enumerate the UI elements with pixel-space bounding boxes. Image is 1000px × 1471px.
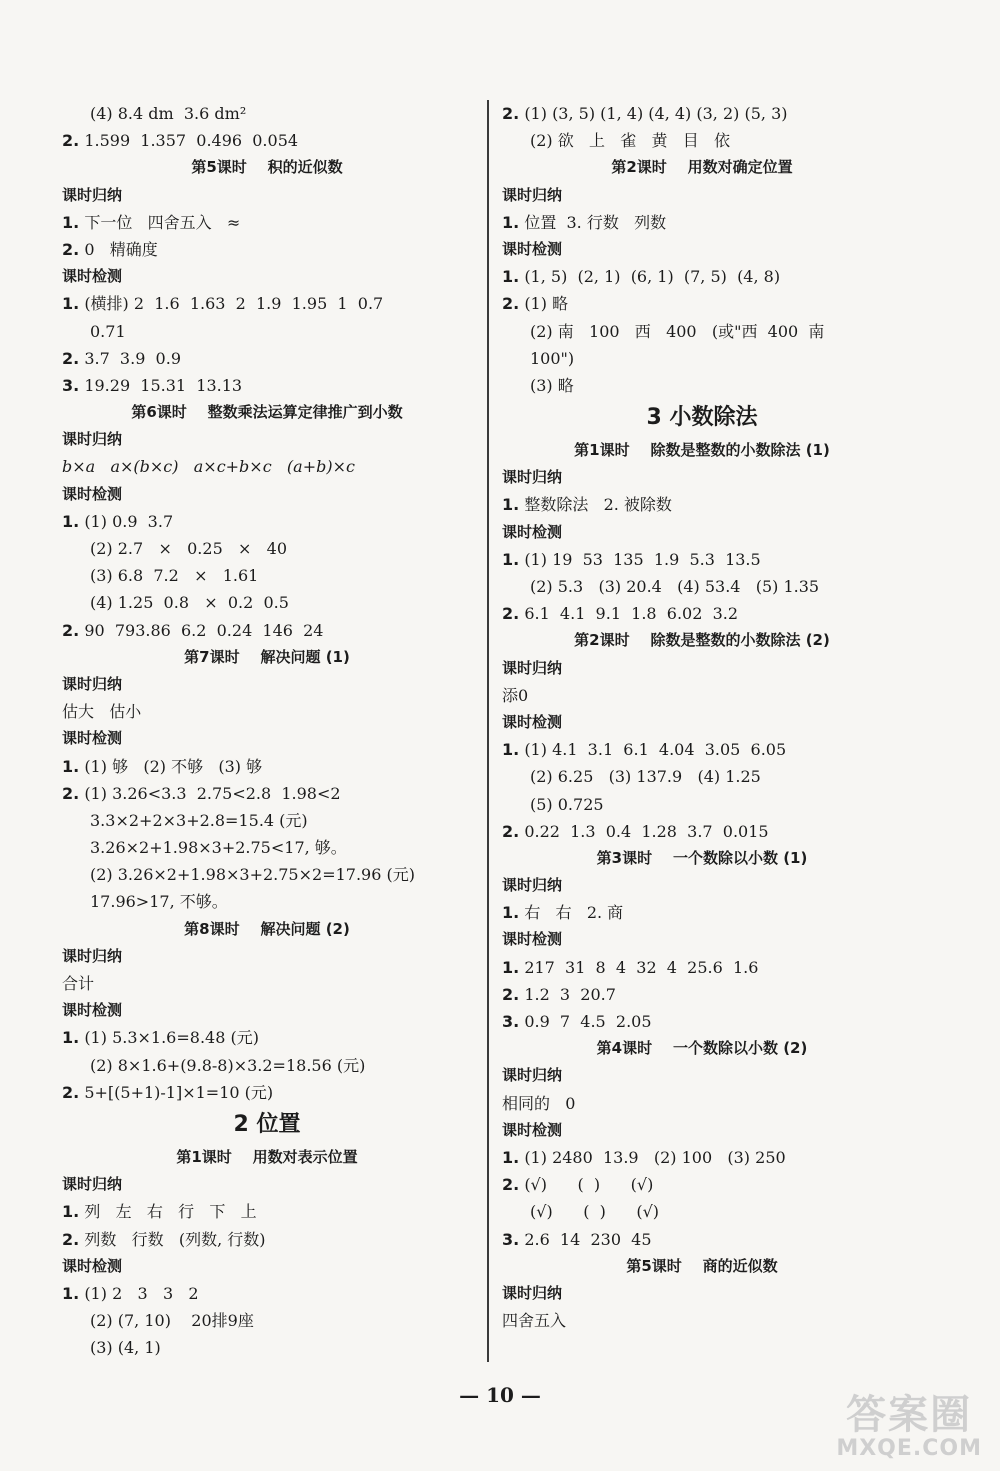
item-number: 1. [62, 1028, 80, 1048]
item-number: 2. [62, 1229, 80, 1249]
item-number: 2. [502, 984, 520, 1004]
item-number: 3. [502, 1012, 520, 1031]
item-number: 3. [502, 1229, 520, 1249]
item-number: 1. [62, 1283, 80, 1303]
answer-line: 合计 [62, 974, 95, 993]
item-text: (横排) 2 1.6 1.63 2 1.9 1.95 1 0.7 [84, 294, 384, 314]
item-number: 1. [502, 267, 520, 287]
watermark [836, 1393, 982, 1461]
item-text: 0 精确度 [84, 239, 158, 259]
answer-item [62, 1079, 472, 1106]
answer-item [502, 899, 902, 926]
section-label: 课时归纳 [62, 946, 123, 965]
item-text: (1) 略 [524, 294, 569, 314]
item-number: 2. [502, 104, 520, 123]
answer-line: 3.26×2+1.98×3+2.75<17, 够。 [90, 838, 347, 858]
answer-item [502, 546, 902, 573]
lesson-heading: 第6课时 整数乘法运算定律推广到小数 [131, 403, 403, 422]
watermark-line1: 答案圈 [846, 1391, 973, 1438]
item-text: 下一位 四舍五入 ≈ [84, 212, 241, 232]
item-number: 1. [502, 495, 520, 515]
item-text: (1) 5.3×1.6=8.48 (元) [84, 1028, 259, 1048]
watermark-line2: MXQE.COM [836, 1435, 982, 1461]
answer-line: 100") [530, 348, 575, 368]
item-text: 右 右 2. 商 [524, 903, 624, 923]
answer-item [62, 372, 472, 399]
item-text: (1) 4.1 3.1 6.1 4.04 3.05 6.05 [524, 740, 787, 760]
answer-line: 估大 估小 [62, 702, 142, 722]
item-number: 1. [502, 549, 520, 569]
item-text: 列 左 右 行 下 上 [84, 1202, 257, 1222]
answer-item [62, 209, 472, 236]
item-text: 整数除法 2. 被除数 [524, 495, 672, 515]
item-text: (1) 19 53 135 1.9 5.3 13.5 [524, 549, 761, 569]
unit-heading: 3 小数除法 [646, 405, 758, 431]
answer-line: 3.3×2+2×3+2.8=15.4 (元) [90, 810, 308, 830]
answer-line: 0.71 [90, 321, 126, 341]
item-text: 6.1 4.1 9.1 1.8 6.02 3.2 [524, 604, 739, 624]
answer-line: (2) 南 100 西 400 (或"西 400 南 [530, 321, 825, 341]
answer-item [502, 600, 902, 627]
lesson-heading: 第5课时 积的近似数 [191, 158, 343, 177]
lesson-heading: 第8课时 解决问题 (2) [184, 919, 350, 938]
answer-item [62, 780, 472, 807]
answer-line: (√) ( ) (√) [530, 1202, 660, 1222]
item-number: 2. [62, 620, 80, 640]
answer-item [502, 100, 902, 127]
answer-item [502, 818, 902, 845]
answer-line: (3) (4, 1) [90, 1338, 161, 1358]
lesson-heading: 第1课时 除数是整数的小数除法 (1) [574, 441, 830, 460]
answer-line: (2) 2.7 × 0.25 × 40 [90, 539, 288, 558]
section-label: 课时检测 [502, 930, 563, 949]
item-text: 0.9 7 4.5 2.05 [524, 1012, 652, 1031]
section-label: 课时检测 [62, 1256, 123, 1275]
answer-item [62, 508, 472, 535]
item-number: 1. [62, 294, 80, 314]
answer-item [502, 1008, 902, 1035]
item-text: 0.22 1.3 0.4 1.28 3.7 0.015 [524, 821, 769, 841]
column-divider [487, 100, 489, 1362]
answer-item [502, 954, 902, 981]
section-label: 课时检测 [502, 712, 563, 731]
answer-line: 相同的 0 [502, 1093, 576, 1113]
item-number: 1. [62, 212, 80, 232]
section-label: 课时归纳 [502, 1066, 563, 1085]
answer-line: (2) 3.26×2+1.98×3+2.75×2=17.96 (元) [90, 865, 415, 885]
answer-item [502, 736, 902, 763]
answer-line: (2) (7, 10) 20排9座 [90, 1311, 254, 1331]
answer-line: (3) 6.8 7.2 × 1.61 [90, 566, 259, 586]
item-number: 2. [502, 1175, 520, 1195]
answer-item [502, 981, 902, 1008]
answer-item [502, 491, 902, 518]
item-text: (√) ( ) (√) [524, 1175, 654, 1195]
item-text: 1.2 3 20.7 [524, 984, 616, 1004]
answer-item [62, 290, 472, 317]
answer-line: 添0 [502, 685, 529, 705]
item-number: 1. [502, 740, 520, 760]
section-label: 课时检测 [502, 239, 563, 258]
item-number: 2. [62, 348, 80, 368]
answer-line: (2) 6.25 (3) 137.9 (4) 1.25 [530, 767, 761, 787]
item-number: 1. [62, 511, 80, 531]
item-number: 2. [62, 239, 80, 259]
item-number: 2. [502, 294, 520, 314]
answer-line: 四舍五入 [502, 1311, 567, 1331]
section-label: 课时检测 [62, 267, 123, 286]
item-number: 1. [502, 1147, 520, 1167]
item-number: 1. [62, 1202, 80, 1222]
item-text: 90 793.86 6.2 0.24 146 24 [84, 620, 324, 640]
item-text: 19.29 15.31 13.13 [84, 375, 243, 395]
lesson-heading: 第5课时 商的近似数 [626, 1256, 778, 1275]
item-text: (1) 2 3 3 2 [84, 1283, 199, 1303]
section-label: 课时检测 [62, 729, 123, 748]
section-label: 课时检测 [502, 522, 563, 541]
section-label: 课时归纳 [502, 876, 563, 895]
page-number: — 10 — [459, 1383, 541, 1407]
section-label: 课时归纳 [62, 674, 123, 693]
answer-line: (4) 1.25 0.8 × 0.2 0.5 [90, 593, 289, 613]
section-label: 课时检测 [62, 1001, 123, 1020]
item-text: 2.6 14 230 45 [524, 1229, 652, 1249]
answer-item [62, 1280, 472, 1307]
item-text: 5+[(5+1)-1]×1=10 (元) [84, 1082, 274, 1102]
section-label: 课时归纳 [502, 1283, 563, 1302]
answer-item [62, 236, 472, 263]
answer-item [62, 345, 472, 372]
lesson-heading: 第2课时 用数对确定位置 [611, 158, 793, 177]
answer-line: (2) 8×1.6+(9.8-8)×3.2=18.56 (元) [90, 1055, 366, 1075]
answer-line: (2) 5.3 (3) 20.4 (4) 53.4 (5) 1.35 [530, 577, 820, 596]
item-number: 1. [502, 903, 520, 923]
item-number: 1. [502, 957, 520, 977]
item-number: 2. [502, 821, 520, 841]
answer-item [62, 1024, 472, 1051]
answer-item [62, 617, 472, 644]
lesson-heading: 第7课时 解决问题 (1) [184, 647, 350, 666]
answer-line: (2) 欲 上 雀 黄 目 依 [530, 131, 731, 151]
unit-heading: 2 位置 [233, 1111, 301, 1137]
right-column [502, 100, 902, 1334]
item-number: 2. [62, 131, 80, 151]
item-number: 2. [62, 783, 80, 803]
answer-item [502, 263, 902, 290]
item-text: 3.7 3.9 0.9 [84, 348, 181, 368]
lesson-heading: 第4课时 一个数除以小数 (2) [596, 1039, 808, 1058]
section-label: 课时归纳 [62, 430, 123, 449]
section-label: 课时检测 [502, 1120, 563, 1139]
answer-item [62, 127, 472, 154]
item-number: 2. [502, 604, 520, 624]
item-text: 列数 行数 (列数, 行数) [84, 1229, 266, 1249]
answer-item [502, 1144, 902, 1171]
section-label: 课时归纳 [502, 658, 563, 677]
lesson-heading: 第3课时 一个数除以小数 (1) [596, 848, 808, 867]
item-text: (1) (3, 5) (1, 4) (4, 4) (3, 2) (5, 3) [524, 104, 788, 123]
item-text: (1) 2480 13.9 (2) 100 (3) 250 [524, 1147, 786, 1167]
section-label: 课时归纳 [62, 1175, 123, 1194]
item-number: 2. [62, 1082, 80, 1102]
answer-item [502, 1171, 902, 1198]
answer-item [62, 753, 472, 780]
left-column [62, 100, 472, 1361]
item-text: 1.599 1.357 0.496 0.054 [84, 131, 299, 151]
item-text: (1) 够 (2) 不够 (3) 够 [84, 756, 263, 776]
answer-item [502, 290, 902, 317]
answer-line: (5) 0.725 [530, 794, 604, 814]
item-text: (1) 0.9 3.7 [84, 511, 174, 531]
item-text: 217 31 8 4 32 4 25.6 1.6 [524, 957, 759, 977]
answer-line: 17.96>17, 不够。 [90, 892, 228, 912]
section-label: 课时归纳 [502, 468, 563, 487]
lesson-heading: 第2课时 除数是整数的小数除法 (2) [574, 631, 830, 650]
answer-item [62, 1226, 472, 1253]
item-number: 1. [62, 756, 80, 776]
item-number: 1. [502, 212, 520, 232]
item-text: 位置 3. 行数 列数 [524, 212, 667, 232]
answer-item [502, 1226, 902, 1253]
answer-item [502, 209, 902, 236]
item-number: 3. [62, 375, 80, 395]
section-label: 课时归纳 [62, 185, 123, 204]
answer-line: (4) 8.4 dm 3.6 dm² [90, 104, 247, 123]
answer-line: b×a a×(b×c) a×c+b×c (a+b)×c [62, 457, 355, 477]
answer-item [62, 1198, 472, 1225]
section-label: 课时归纳 [502, 185, 563, 204]
section-label: 课时检测 [62, 484, 123, 503]
item-text: (1) 3.26<3.3 2.75<2.8 1.98<2 [84, 783, 341, 803]
lesson-heading: 第1课时 用数对表示位置 [176, 1147, 358, 1166]
answer-line: (3) 略 [530, 375, 574, 395]
item-text: (1, 5) (2, 1) (6, 1) (7, 5) (4, 8) [524, 267, 781, 287]
